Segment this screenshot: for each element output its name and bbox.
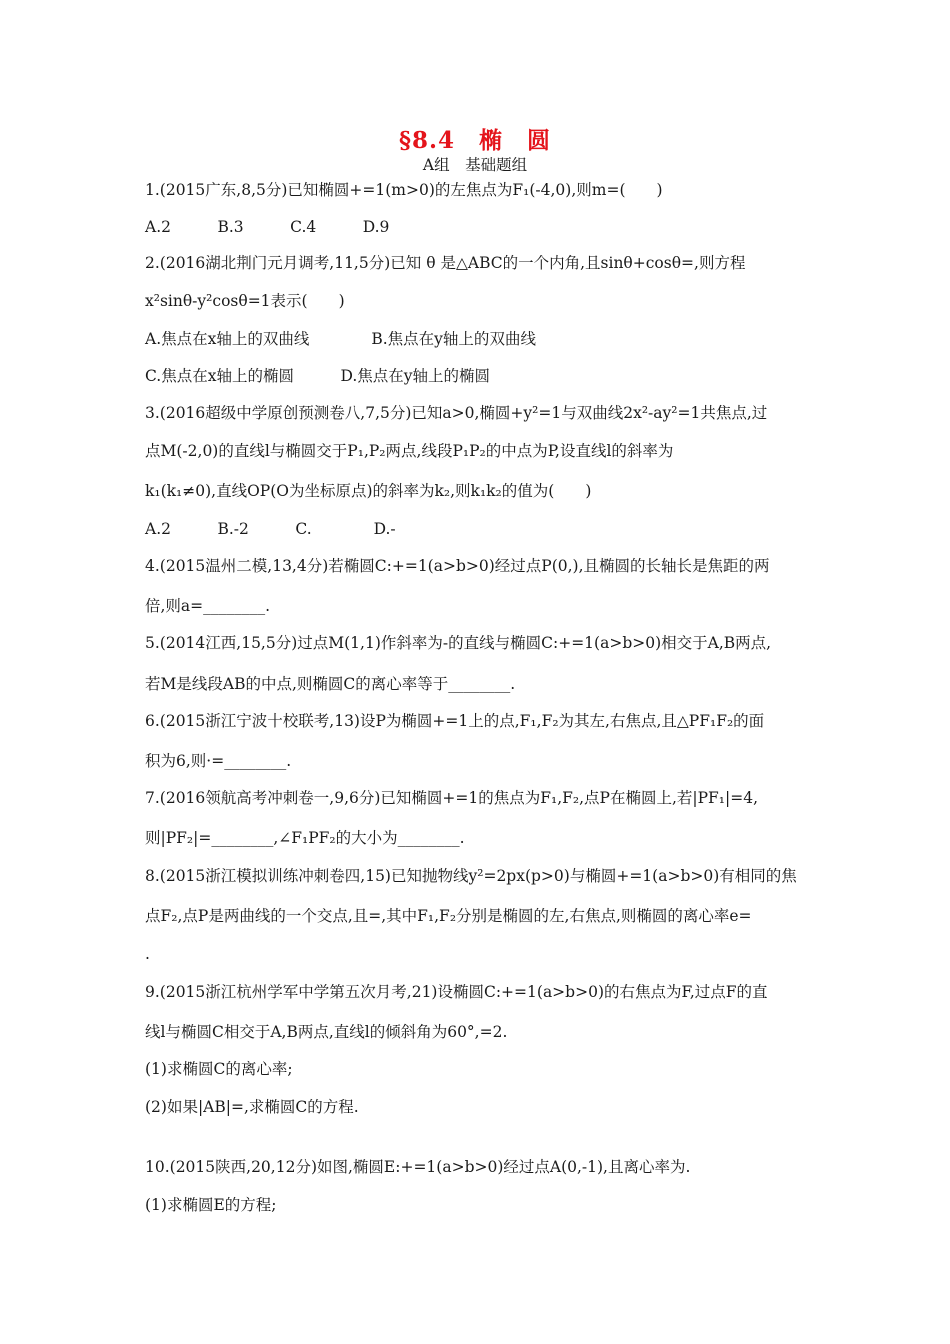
text-line: 10.(2015陕西,20,12分)如图,椭圆E:+=1(a>b>0)经过点A(0,-1),且离心率为. [145, 1158, 691, 1176]
text-line: 8.(2015浙江模拟训练冲刺卷四,15)已知抛物线y²=2px(p>0)与椭圆+=1(a>b>0)有相同的焦 [145, 867, 797, 885]
text-line: (1)求椭圆C的离心率; [145, 1060, 293, 1078]
text-line: 7.(2016领航高考冲刺卷一,9,6分)已知椭圆+=1的焦点为F₁,F₂,点P在椭圆上,若|PF₁|=4, [145, 789, 759, 807]
text-line: 倍,则a=________. [145, 597, 271, 615]
text-line: C.焦点在x轴上的椭圆 D.焦点在y轴上的椭圆 [145, 367, 491, 385]
text-line: 2.(2016湖北荆门元月调考,11,5分)已知 θ 是△ABC的一个内角,且sinθ+cosθ=,则方程 [145, 254, 746, 272]
text-line: 3.(2016超级中学原创预测卷八,7,5分)已知a>0,椭圆+y²=1与双曲线2x²-ay²=1共焦点,过 [145, 404, 768, 422]
text-line: 4.(2015温州二模,13,4分)若椭圆C:+=1(a>b>0)经过点P(0,),且椭圆的长轴长是焦距的两 [145, 557, 770, 575]
section-subtitle: A组 基础题组 [422, 156, 528, 174]
text-line: 线l与椭圆C相交于A,B两点,直线l的倾斜角为60°,=2. [145, 1023, 508, 1041]
text-line: A.焦点在x轴上的双曲线 B.焦点在y轴上的双曲线 [145, 330, 536, 348]
text-line: 6.(2015浙江宁波十校联考,13)设P为椭圆+=1上的点,F₁,F₂为其左,右焦点,且△PF₁F₂的面 [145, 712, 765, 730]
text-line: 点M(-2,0)的直线l与椭圆交于P₁,P₂两点,线段P₁P₂的中点为P,设直线l的斜率为 [145, 442, 674, 460]
text-line: A.2 B.-2 C. D.- [145, 520, 396, 538]
text-line: A.2 B.3 C.4 D.9 [145, 218, 390, 236]
text-line: 积为6,则·=________. [145, 752, 292, 770]
text-line: 若M是线段AB的中点,则椭圆C的离心率等于________. [145, 675, 516, 693]
text-line: 5.(2014江西,15,5分)过点M(1,1)作斜率为-的直线与椭圆C:+=1(a>b>0)相交于A,B两点, [145, 634, 772, 652]
text-line: 9.(2015浙江杭州学军中学第五次月考,21)设椭圆C:+=1(a>b>0)的右焦点为F,过点F的直 [145, 983, 768, 1001]
text-line: k₁(k₁≠0),直线OP(O为坐标原点)的斜率为k₂,则k₁k₂的值为( ) [145, 482, 592, 500]
text-line: 点F₂,点P是两曲线的一个交点,且=,其中F₁,F₂分别是椭圆的左,右焦点,则椭圆的离心率e= [145, 907, 752, 925]
text-line: 则|PF₂|=________,∠F₁PF₂的大小为________. [145, 829, 465, 847]
text-line: (1)求椭圆E的方程; [145, 1196, 277, 1214]
text-line: 1.(2015广东,8,5分)已知椭圆+=1(m>0)的左焦点为F₁(-4,0),则m=( ) [145, 181, 663, 199]
text-line: (2)如果|AB|=,求椭圆C的方程. [145, 1098, 359, 1116]
page-title: §8.4 椭 圆 [398, 127, 552, 154]
text-line: . [145, 945, 150, 963]
text-line: x²sinθ-y²cosθ=1表示( ) [145, 292, 345, 310]
